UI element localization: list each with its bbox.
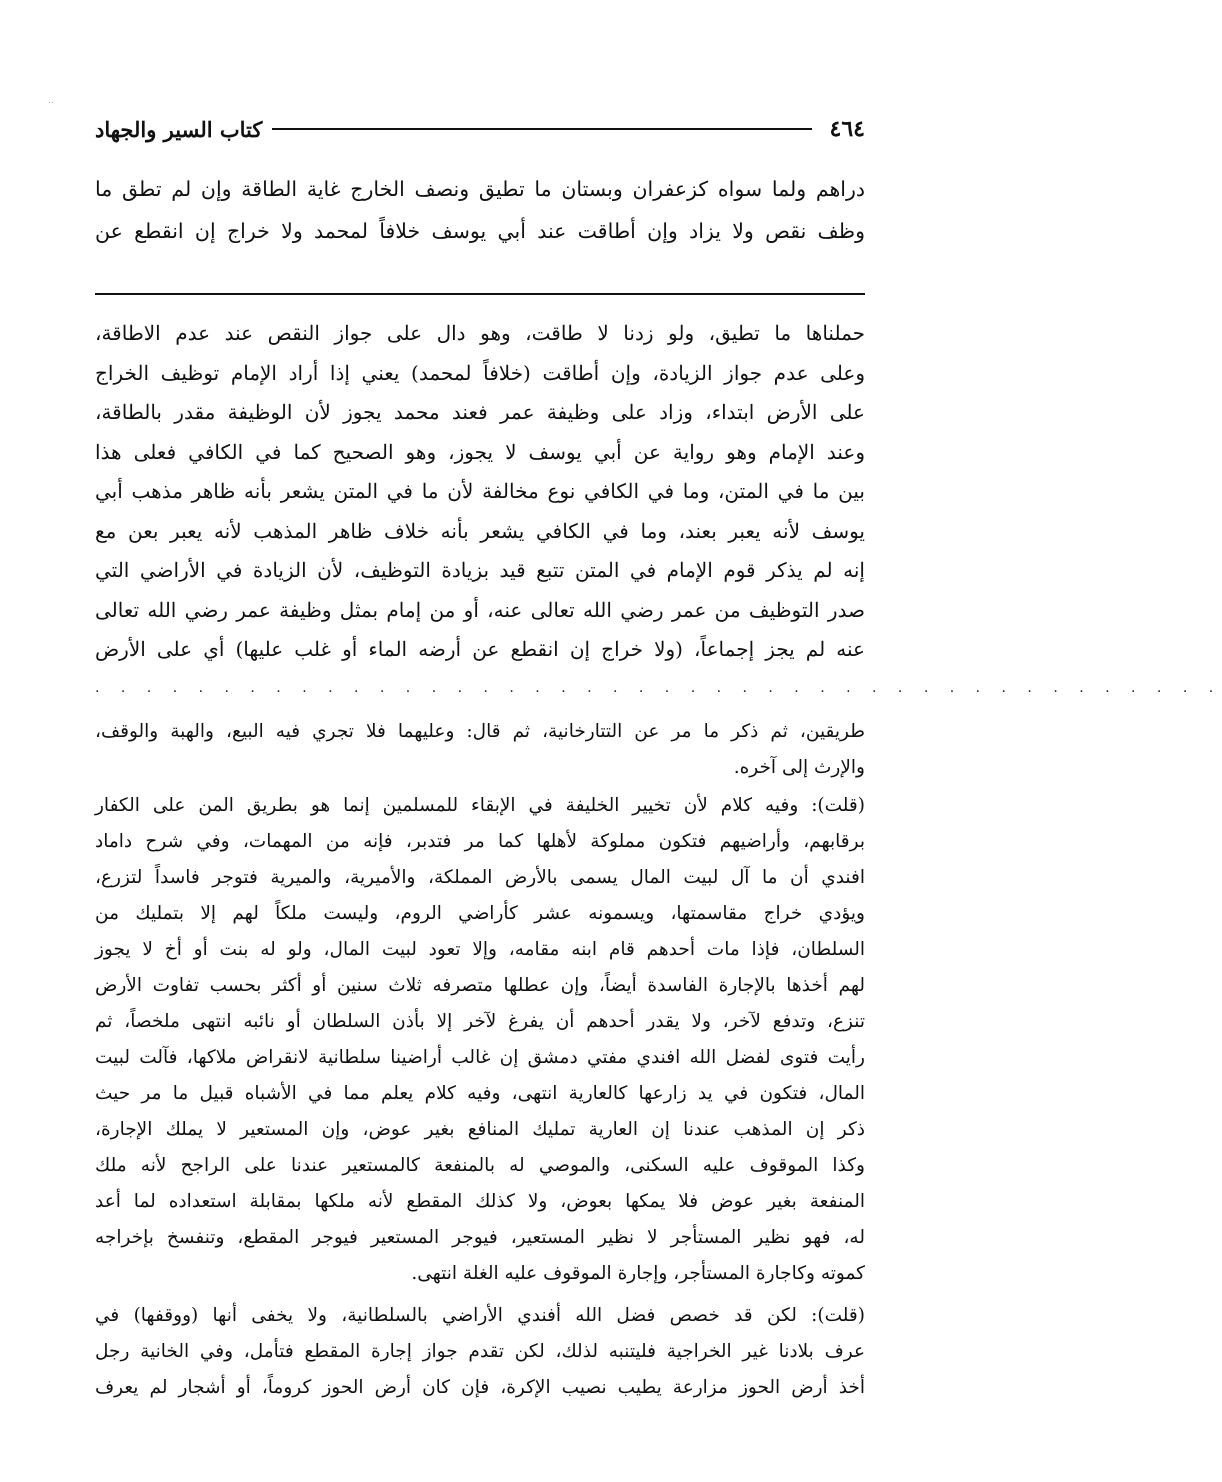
hashiya-line: رأيت فتوى لفضل الله افندي مفتي دمشق إن غالب أراضينا سلطانية لانقراض ملاكها، فآلت لبيت <box>95 1047 865 1068</box>
hashiya-line: كموته وكاجارة المستأجر، وإجارة الموقوف عليه الغلة انتهى. <box>411 1263 865 1284</box>
hashiya-line: أخذ أرض الحوز مزارعة يطيب نصيب الإكرة، فإن كان أرض الحوز كروماً، أو أشجار لم يعرف <box>95 1377 865 1398</box>
scan-mark: .. <box>48 96 54 106</box>
matn-line: دراهم ولما سواه كزعفران وبستان ما تطيق ونصف الخارج غاية الطاقة وإن لم تطق ما <box>95 177 865 201</box>
hashiya-line: طريقين، ثم ذكر ما مر عن التتارخانية، ثم قال: وعليهما فلا تجري فيه البيع، والهبة والوقف، <box>95 721 865 742</box>
book-title: كتاب السير والجهاد <box>95 116 263 142</box>
page-header <box>95 112 865 146</box>
hashiya-line: المال، فتكون في يد زارعها كالعارية انتهى، وفيه كلام يعلم مما في الأشباه قبيل ما مر حيث <box>95 1083 865 1104</box>
hashiya-line: (قلت): لكن قد خصص فضل الله أفندي الأراضي بالسلطانية، ولا يخفى أنها (ووقفها) في <box>95 1305 865 1326</box>
main-separator-rule <box>95 293 865 295</box>
hashiya-line: تنزع، وتدفع لآخر، ولا يقدر أحدهم أن يفرغ لآخر إلا بأذن السلطان أو نائبه انتهى ملخصاً، ثم <box>95 1011 865 1032</box>
matn-text <box>95 168 865 252</box>
hashiya-line: لهم أخذها بالإجارة الفاسدة أيضاً، وإن عطلها متصرفه ثلاث سنين أو أكثر بحسب تفاوت الأرض <box>95 975 865 996</box>
hashiya-line: والإرث إلى آخره. <box>733 757 865 778</box>
hashiya-line: عرف بلادنا غير الخراجية فليتنبه لذلك، لكن تقدم جواز إجارة المقطع فتأمل، وفي الخانية رجل <box>95 1341 865 1362</box>
dotted-separator: . . . . . . . . . . . . . . . . . . . . . . . . . . . . . . . . . . . . . . . . . . . . <box>95 680 1222 696</box>
hashiya-line: ويؤدي خراج مقاسمتها، ويسمونه عشر كأراضي الروم، وليست ملكاً لهم إلا بتمليك من <box>95 903 865 924</box>
sharh-line: إنه لم يذكر قوم الإمام في المتن تتبع قيد بزيادة التوظيف، لأن الزيادة في الأراضي التي <box>95 558 865 582</box>
hashiya-line: المنفعة بغير عوض فلا يمكها بعوض، ولا كذلك المقطع لأنه ملكها بمقابلة استعداده لما أعد <box>95 1191 865 1212</box>
sharh-line: وعلى عدم جواز الزيادة، وإن أطاقت (خلافاً لمحمد) يعني إذا أراد الإمام توظيف الخراج <box>95 360 865 385</box>
header-rule <box>272 128 811 130</box>
hashiya-line: وكذا الموقوف عليه السكنى، والموصي له بالمنفعة كالمستعير عندنا على الراجح لأنه ملك <box>95 1155 865 1176</box>
sharh-line: بين ما في المتن، وما في الكافي نوع مخالفة لأن ما في المتن يشعر بأنه ظاهر مذهب أبي <box>95 479 865 503</box>
sharh-line: حملناها ما تطيق، ولو زدنا لا طاقت، وهو دال على جواز النقص عند عدم الاطاقة، <box>95 321 865 345</box>
page-number: ٤٦٤ <box>829 116 865 142</box>
sharh-line: عنه لم يجز إجماعاً، (ولا خراج إن انقطع عن أرضه الماء أو غلب عليها) أي على الأرض <box>95 637 865 661</box>
matn-line: وظف نقص ولا يزاد وإن أطاقت عند أبي يوسف خلافاً لمحمد ولا خراج إن انقطع عن <box>95 219 865 243</box>
sharh-text <box>95 314 865 670</box>
hashiya-line: ذكر إن المذهب عندنا إن العارية تمليك المنافع بغير عوض، وإن المستعير لا يملك الإجارة، <box>95 1119 865 1140</box>
sharh-line: صدر التوظيف من عمر رضي الله تعالى عنه، أو من إمام بمثل وظيفة عمر رضي الله تعالى <box>95 597 865 622</box>
hashiya-paragraph-1 <box>95 714 865 786</box>
hashiya-paragraph-3 <box>95 1298 865 1406</box>
hashiya-line: افندي أن ما آل لبيت المال يسمى بالأرض المملكة، والأميرية، والميرية فتوجر فاسداً لتزرع، <box>95 867 865 888</box>
hashiya-line: برقابهم، وأراضيهم فتكون مملوكة لأهلها كما مر فتدبر، فإنه من المهمات، وفي شرح داماد <box>95 831 865 852</box>
hashiya-line: (قلت): وفيه كلام لأن تخيير الخليفة في الإبقاء للمسلمين إنما هو بطريق المن على الكفار <box>95 795 865 816</box>
hashiya-paragraph-2 <box>95 788 865 1292</box>
hashiya-line: السلطان، فإذا مات أحدهم قام ابنه مقامه، وإلا تعود لبيت المال، ولو له بنت أو أخ لا يجوز <box>95 939 865 960</box>
sharh-line: على الأرض ابتداء، وزاد على وظيفة عمر فعند محمد يجوز لأن الوظيفة مقدر بالطاقة، <box>95 400 865 424</box>
sharh-line: يوسف لأنه يعبر بعند، وما في الكافي يشعر بأنه خلاف ظاهر المذهب لأنه يعبر بعن مع <box>95 518 865 543</box>
sharh-line: وعند الإمام وهو رواية عن أبي يوسف لا يجوز، وهو الصحيح كما في الكافي فعلى هذا <box>95 439 865 464</box>
hashiya-line: له، فهو نظير المستأجر لا نظير المستعير، فيوجر المستعير فيوجر المقطع، وتنفسخ بإخراجه <box>95 1227 865 1248</box>
